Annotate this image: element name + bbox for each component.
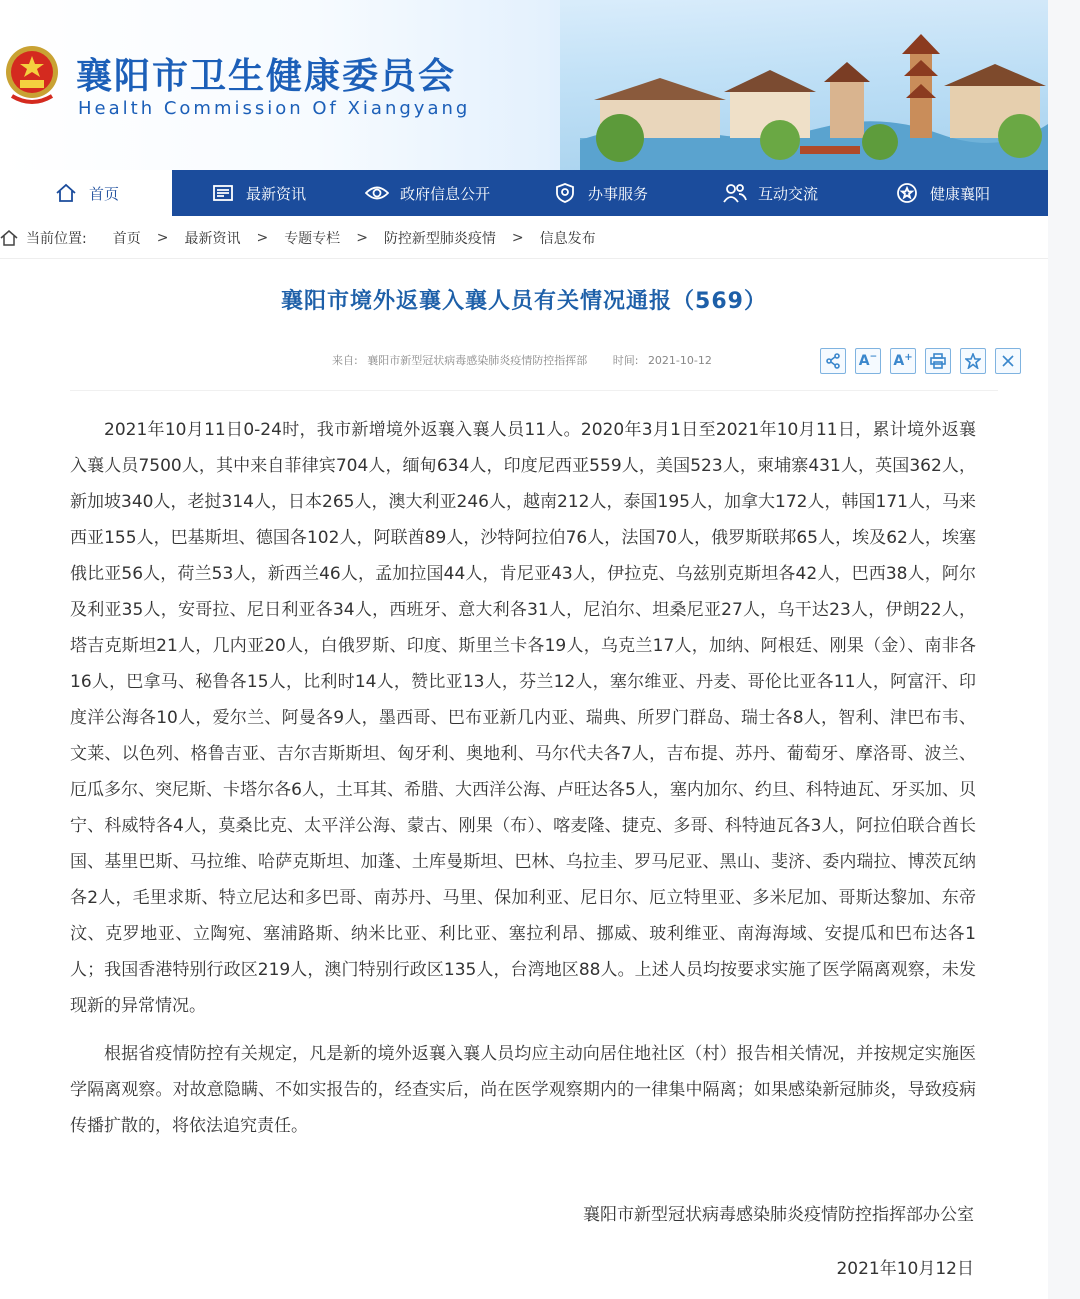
source-label: 来自: bbox=[332, 354, 358, 367]
city-scenery-image bbox=[580, 20, 1048, 170]
breadcrumb-prefix: 当前位置: bbox=[26, 231, 87, 247]
home-icon bbox=[53, 182, 79, 204]
nav-item-gov-info[interactable] bbox=[364, 170, 490, 216]
favorite-button[interactable] bbox=[960, 348, 986, 374]
article-body bbox=[70, 412, 976, 1144]
nav-item-healthy-xiangyang[interactable] bbox=[894, 170, 990, 216]
star-icon bbox=[894, 182, 920, 204]
time-value: 2021-10-12 bbox=[647, 354, 712, 367]
header-banner bbox=[0, 0, 1048, 170]
divider bbox=[70, 390, 998, 391]
people-icon bbox=[722, 182, 748, 204]
breadcrumb-item-info[interactable]: 信息发布 bbox=[539, 231, 596, 247]
breadcrumb bbox=[0, 226, 596, 250]
home-icon bbox=[0, 229, 18, 247]
breadcrumb-item-special[interactable]: 专题专栏 bbox=[284, 231, 341, 247]
print-icon bbox=[930, 353, 946, 369]
font-smaller-label: A bbox=[858, 353, 870, 369]
article-paragraph: 根据省疫情防控有关规定，凡是新的境外返襄入襄人员均应主动向居住地社区（村）报告相关情况，并按规定实施医学隔离观察。对故意隐瞒、不如实报告的，经查实后，尚在医学观察期内的一律集中隔离；如果感染新冠肺炎，导致疫病传播扩散的，将依法追究责任。 bbox=[70, 1044, 976, 1136]
nav-label: 健康襄阳 bbox=[930, 184, 991, 203]
breadcrumb-item-epidemic[interactable]: 防控新型肺炎疫情 bbox=[383, 231, 496, 247]
national-emblem-icon bbox=[4, 42, 60, 106]
share-button[interactable] bbox=[820, 348, 846, 374]
shield-icon bbox=[552, 182, 578, 204]
site-title-english: Health Commission Of Xiangyang bbox=[78, 98, 471, 119]
star-icon bbox=[965, 353, 981, 369]
close-icon bbox=[1001, 354, 1015, 368]
nav-label: 首页 bbox=[88, 184, 119, 203]
article-date: 2021年10月12日 bbox=[836, 1259, 974, 1279]
page-gutter bbox=[1048, 0, 1080, 1299]
font-larger-label: A bbox=[893, 353, 905, 369]
article-title: 襄阳市境外返襄入襄人员有关情况通报（569） bbox=[281, 289, 767, 314]
breadcrumb-separator: > bbox=[511, 230, 524, 246]
nav-item-news[interactable] bbox=[210, 170, 306, 216]
article-toolbar bbox=[820, 348, 1021, 374]
time-label: 时间: bbox=[612, 354, 639, 367]
main-nav bbox=[0, 170, 1048, 216]
nav-label: 办事服务 bbox=[588, 184, 649, 203]
print-button[interactable] bbox=[925, 348, 951, 374]
divider bbox=[0, 258, 1048, 259]
nav-label: 政府信息公开 bbox=[400, 184, 491, 203]
breadcrumb-separator: > bbox=[356, 230, 368, 246]
breadcrumb-item-home[interactable]: 首页 bbox=[112, 231, 141, 247]
breadcrumb-separator: > bbox=[156, 230, 169, 246]
share-icon bbox=[825, 353, 841, 369]
eye-icon bbox=[364, 182, 390, 204]
nav-label: 互动交流 bbox=[758, 184, 819, 203]
nav-item-home[interactable] bbox=[0, 170, 172, 216]
nav-item-interaction[interactable] bbox=[722, 170, 818, 216]
article-signature: 襄阳市新型冠状病毒感染肺炎疫情防控指挥部办公室 bbox=[583, 1205, 974, 1225]
site-title: 襄阳市卫生健康委员会 bbox=[76, 55, 457, 97]
breadcrumb-item-news[interactable]: 最新资讯 bbox=[184, 231, 241, 247]
newspaper-icon bbox=[210, 182, 236, 204]
minus-icon: − bbox=[869, 352, 878, 362]
font-larger-button[interactable] bbox=[890, 348, 916, 374]
article-meta bbox=[332, 352, 718, 368]
article-paragraph: 2021年10月11日0-24时，我市新增境外返襄入襄人员11人。2020年3月1日至2021年10月11日，累计境外返襄入襄人员7500人，其中来自菲律宾704人，缅甸634人，印度尼西亚559人，美国523人，柬埔寨431人，英国362人，新加坡340人，老挝314人，日本265人，澳大利亚246人，越南212人，泰国195人，加拿大172人，韩国171人，马来西亚155人，巴基斯坦、德国各102人，阿联酋89人，沙特阿拉伯76人，法国70人，俄罗斯联邦65人，埃及62人，埃塞俄比亚56人，荷兰53人，新西兰46人，孟加拉国44人，肯尼亚43人，伊拉克、乌兹别克斯坦各42人，巴西38人，阿尔及利亚35人，安哥拉、尼日利亚各34人，西班牙、意大利各31人，尼泊尔、坦桑尼亚27人，乌干达23人，伊朗22人，塔吉克斯坦21人，几内亚20人，白俄罗斯、印度、斯里兰卡各19人，乌克兰17人，加纳、阿根廷、刚果（金）、南非各16人，巴拿马、秘鲁各15人，比利时14人，赞比亚13人，芬兰12人，塞尔维亚、丹麦、哥伦比亚各11人，阿富汗、印度洋公海各10人，爱尔兰、阿曼各9人，墨西哥、巴布亚新几内亚、瑞典、所罗门群岛、瑞士各8人，智利、津巴布韦、文莱、以色列、格鲁吉亚、吉尔吉斯斯坦、匈牙利、奥地利、马尔代夫各7人，吉布提、苏丹、葡萄牙、摩洛哥、波兰、厄瓜多尔、突尼斯、卡塔尔各6人，土耳其、希腊、大西洋公海、卢旺达各5人，塞内加尔、约旦、科特迪瓦、牙买加、贝宁、科威特各4人，莫桑比克、太平洋公海、蒙古、刚果（布）、喀麦隆、捷克、多哥、科特迪瓦各3人，阿拉伯联合酋长国、基里巴斯、马拉维、哈萨克斯坦、加蓬、土库曼斯坦、巴林、乌拉圭、罗马尼亚、黑山、斐济、委内瑞拉、博茨瓦纳各2人，毛里求斯、特立尼达和多巴哥、南苏丹、马里、保加利亚、尼日尔、厄立特里亚、多米尼加、哥斯达黎加、东帝汶、克罗地亚、立陶宛、塞浦路斯、纳米比亚、利比亚、塞拉利昂、挪威、玻利维亚、南海海域、安提瓜和巴布达各1人；我国香港特别行政区219人，澳门特别行政区135人，台湾地区88人。上述人员均按要求实施了医学隔离观察，未发现新的异常情况。 bbox=[70, 420, 976, 1016]
source-value: 襄阳市新型冠状病毒感染肺炎疫情防控指挥部 bbox=[367, 354, 588, 367]
plus-icon: + bbox=[904, 351, 913, 363]
font-smaller-button[interactable] bbox=[855, 348, 881, 374]
nav-label: 最新资讯 bbox=[246, 184, 307, 203]
nav-item-services[interactable] bbox=[552, 170, 648, 216]
breadcrumb-separator: > bbox=[256, 230, 269, 246]
close-button[interactable] bbox=[995, 348, 1021, 374]
